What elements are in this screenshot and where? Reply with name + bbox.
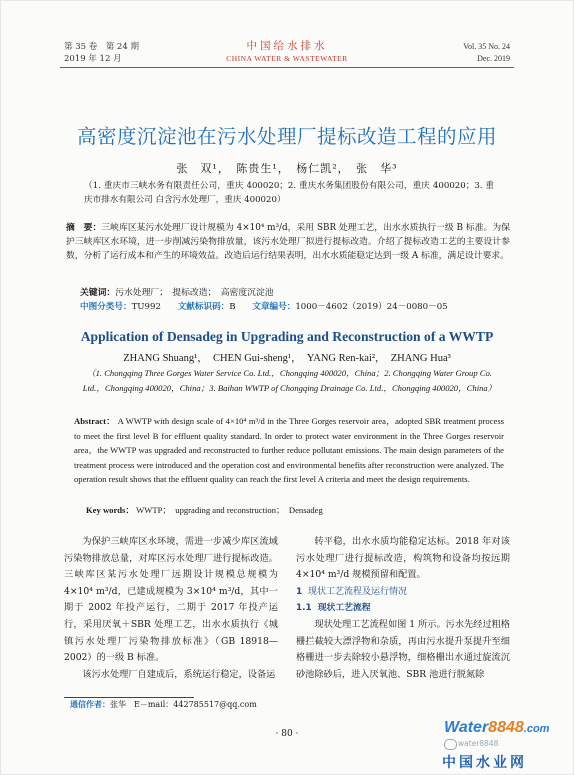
body-column-left [64, 534, 278, 683]
article-no-value: 1000－4602（2019）24－0080－05 [295, 302, 448, 312]
keywords-en [86, 504, 323, 516]
abstract-en [74, 414, 504, 487]
footnote-label: 通信作者： [70, 700, 110, 709]
date-cn: 2019 年 12 月 [64, 54, 122, 64]
keywords-en-label: Key words： [86, 505, 134, 515]
page-number: · 80 · [275, 729, 299, 739]
abstract-cn-label: 摘 要： [66, 223, 102, 233]
authors-en: ZHANG Shuang¹， CHEN Gui-sheng¹， YANG Ren-kai²， ZHANG Hua³ [123, 353, 451, 364]
keywords-en-text: WWTP； upgrading and reconstruction； Densadeg [136, 505, 323, 515]
affiliation-cn: （1. 重庆市三峡水务有限责任公司，重庆 400020；2. 重庆水务集团股份有限公司，重庆 400020；3. 重庆市排水有限公司 白含污水处理厂，重庆 400020） [84, 181, 494, 205]
header-divider [60, 67, 514, 68]
volume-issue-en: Vol. 35 No. 24 [463, 42, 510, 51]
watermark [438, 719, 574, 775]
clc-value: TU992 [131, 302, 161, 312]
body-paragraph: 该污水处理厂自建成后，系统运行稳定，设备运 [82, 668, 276, 680]
section-number: 1 [296, 586, 303, 597]
date-en: Dec. 2019 [477, 54, 510, 63]
section-heading-1 [296, 584, 510, 601]
logo-number: 8848 [488, 719, 524, 736]
abstract-en-text: A WWTP with design scale of 4×10⁴ m³/d in the Three Gorges reservoir area，adopted SBR treatment process to meet the first level B for effluent quality standard. In order to protect water environment in the Three Gorges reservoir area，the WWTP was upgraded and reconstructed to further reduce pollutant emissions. The main design parameters of the treatment process were introduced and the operation cost and environmental benefits after reconstruction were analyzed. The operation result shows that the effluent quality can reach the first level A criteria and meet the design requirements. [74, 416, 505, 485]
body-paragraph: 为保护三峡库区水环境，需进一步减少库区流域污染物排放总量，对库区污水处理厂进行提标改造。三峡库区某污水处理厂远期设计规模总规模为 4×10⁴ m³/d，已建成规模为 3×10⁴ m³/d，其中一期于 2002 年投产运行，二期于 2017 年投产运行，采用厌氧＋SBR 处理工艺，出水水质执行《城镇污水处理厂污染物排放标准》（GB 18918—2002）的一级 B 标准。 [64, 536, 278, 664]
footnote-divider [64, 697, 194, 698]
body-column-right [296, 534, 510, 683]
footnote-text: 张华 E－mail：442785517@qq.com [110, 700, 257, 709]
keywords-cn-label: 关键词： [80, 288, 116, 298]
article-no-label: 文章编号： [252, 302, 296, 312]
abstract-cn [66, 221, 510, 263]
watermark-handle: water8848 [458, 739, 499, 748]
abstract-en-label: Abstract： [74, 416, 116, 426]
corresponding-author-footnote [70, 699, 257, 710]
abstract-cn-text: 三峡库区某污水处理厂设计规模为 4×10⁴ m³/d，采用 SBR 处理工艺，出水水质执行一级 B 标准。为保护三峡库区水环境，进一步削减污染物排放量，该污水处理厂拟进行提标改造。介绍了提标改造工艺的主要设计参数，分析了运行成本和产生的环境效益。改造后运行结果表明，出水水质能稳定达到一级 A 标准，满足设计要求。 [66, 223, 510, 261]
logo-domain: .com [523, 723, 550, 735]
body-paragraph: 转平稳，出水水质均能稳定达标。2018 年对该污水处理厂进行提标改造，构筑物和设备均按远期 4×10⁴ m³/d 规模预留和配置。 [296, 536, 510, 581]
journal-name-en: CHINA WATER & WASTEWATER [226, 54, 348, 63]
keywords-cn [80, 285, 274, 298]
header-volume-en [463, 41, 510, 65]
doc-code-value: B [229, 302, 236, 312]
section-title: 现状工艺流程及运行情况 [308, 586, 408, 597]
clc-label: 中图分类号： [80, 302, 132, 312]
doc-code-label: 文献标识码： [177, 302, 230, 312]
body-paragraph: 现状处理工艺流程如图 1 所示。污水先经过粗格栅拦截较大漂浮物和杂质，再由污水提升泵提升至细格栅进一步去除较小悬浮物，细格栅出水通过旋流沉砂池除砂后，进入厌氧池、SBR 池进行脱氮除 [296, 618, 510, 680]
article-title-cn: 高密度沉淀池在污水处理厂提标改造工程的应用 [76, 125, 497, 148]
volume-issue-cn: 第 35 卷 第 24 期 [64, 42, 139, 52]
wechat-icon [444, 739, 457, 750]
affiliation-en: （1. Chongqing Three Gorges Water Service Co. Ltd.，Chongqing 400020，China；2. Chongqing Water Group Co. Ltd.，Chongqing 400020，China；3. Baihan WWTP of Chongqing Drainage Co. Ltd.，Chongqing 400020，China） [82, 368, 497, 393]
authors-cn: 张 双¹， 陈贵生¹， 杨仁凯²， 张 华³ [176, 162, 398, 175]
watermark-site-name: 中国水业网 [442, 755, 527, 771]
article-title-en: Application of Densadeg in Upgrading and Reconstruction of a WWTP [80, 329, 494, 344]
journal-name-cn: 中国给水排水 [246, 40, 328, 52]
subsection-number: 1.1 [296, 603, 312, 614]
logo-word: Water [444, 719, 489, 736]
watermark-logo [444, 719, 549, 737]
keywords-cn-text: 污水处理厂； 提标改造； 高密度沉淀池 [115, 288, 274, 298]
subsection-title: 现状工艺流程 [317, 603, 371, 614]
section-heading-1-1 [296, 600, 510, 617]
classification-line [80, 300, 462, 312]
